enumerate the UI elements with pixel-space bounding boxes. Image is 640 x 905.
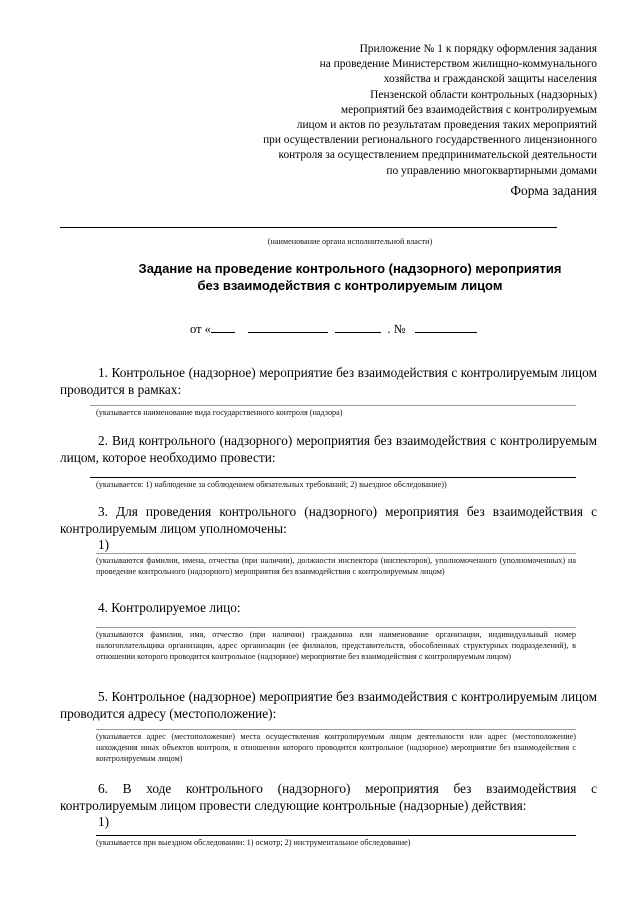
section-3-item-1: 1) <box>98 537 110 552</box>
title-line-1: Задание на проведение контрольного (надзорного) мероприятия <box>138 261 562 276</box>
section-6-text: 6. В ходе контрольного (надзорного) мероприятия без взаимодействия с контролируемым лицом провести следующие контрольные (надзорные) действия: <box>60 781 597 814</box>
document-title <box>60 260 640 294</box>
section-1-line[interactable] <box>90 405 576 406</box>
section-4-text: 4. Контролируемое лицо: <box>98 600 241 615</box>
appendix-line: контроля за осуществлением предпринимательской деятельности <box>278 149 597 162</box>
authority-caption: (наименование органа исполнительной власти) <box>267 237 433 246</box>
appendix-header <box>217 42 597 179</box>
section-5-text: 5. Контрольное (надзорное) мероприятие без взаимодействия с контролируемым лицом проводится адресу (местоположение): <box>60 689 597 722</box>
date-prefix: от « <box>190 322 211 336</box>
appendix-line: на проведение Министерством жилищно-коммунального <box>319 58 597 71</box>
section-5-caption: (указывается адрес (местоположение) места осуществления контролируемым лицом деятельности или адрес (местоположение) нахождения иных объектов контроля, в отношении которого проводится контрольное (надзорное) мероприятие без взаимодействия с контролируемым лицом) <box>96 732 576 764</box>
number-field[interactable] <box>415 320 477 333</box>
month-field[interactable] <box>248 320 328 333</box>
section-4-caption: (указываются фамилия, имя, отчество (при наличии) гражданина или наименование организации, индивидуальный номер налогоплательщика организации, адрес организации (ее филиалов, представительств, обособленных структурных подразделений), в отношении которого проводится контрольное (надзорное) мероприятие без взаимодействия с контролируемым лицом) <box>96 630 576 662</box>
section-1-caption: (указывается наименование вида государственного контроля (надзора) <box>96 408 343 417</box>
year-field[interactable] <box>335 320 381 333</box>
section-3-line[interactable] <box>96 553 576 554</box>
date-number-line <box>190 320 477 337</box>
day-field[interactable] <box>211 320 235 333</box>
appendix-line: хозяйства и гражданской защиты населения <box>383 73 597 86</box>
section-4-line[interactable] <box>96 627 576 628</box>
number-prefix: . № <box>387 322 406 336</box>
authority-name-line <box>60 227 557 228</box>
section-1-text: 1. Контрольное (надзорное) мероприятие без взаимодействия с контролируемым лицом проводится в рамках: <box>60 365 597 398</box>
section-2-text: 2. Вид контрольного (надзорного) мероприятия без взаимодействия с контролируемым лицом, которое необходимо провести: <box>60 433 597 466</box>
appendix-line: мероприятий без взаимодействия с контролируемым <box>340 103 597 116</box>
form-label: Форма задания <box>510 183 597 198</box>
section-2-line[interactable] <box>90 477 576 478</box>
section-3-text: 3. Для проведения контрольного (надзорного) мероприятия без взаимодействия с контролируемым лицом уполномочены: <box>60 504 597 537</box>
section-5-line[interactable] <box>96 729 576 730</box>
appendix-line: Приложение № 1 к порядку оформления задания <box>359 43 597 55</box>
section-2-caption: (указывается: 1) наблюдение за соблюдением обязательных требований; 2) выездное обследование)) <box>96 480 447 489</box>
section-6-line[interactable] <box>96 835 576 836</box>
appendix-line: Пензенской области контрольных (надзорных) <box>370 88 597 101</box>
appendix-line: при осуществлении регионального государственного лицензионного <box>263 134 597 147</box>
section-3-caption: (указываются фамилии, имена, отчества (при наличии), должности инспектора (инспекторов), уполномоченного (уполномоченных) на проведение контрольного (надзорного) мероприятия без взаимодействия с контролируемым лицом) <box>96 556 576 577</box>
appendix-line: лицом и актов по результатам проведения таких мероприятий <box>296 119 597 132</box>
section-6-item-1: 1) <box>98 814 110 829</box>
title-line-2: без взаимодействия с контролируемым лицом <box>197 278 503 293</box>
section-6-caption: (указывается при выездном обследовании: 1) осмотр; 2) инструментальное обследование) <box>96 838 411 847</box>
appendix-line: по управлению многоквартирными домами <box>386 164 597 177</box>
